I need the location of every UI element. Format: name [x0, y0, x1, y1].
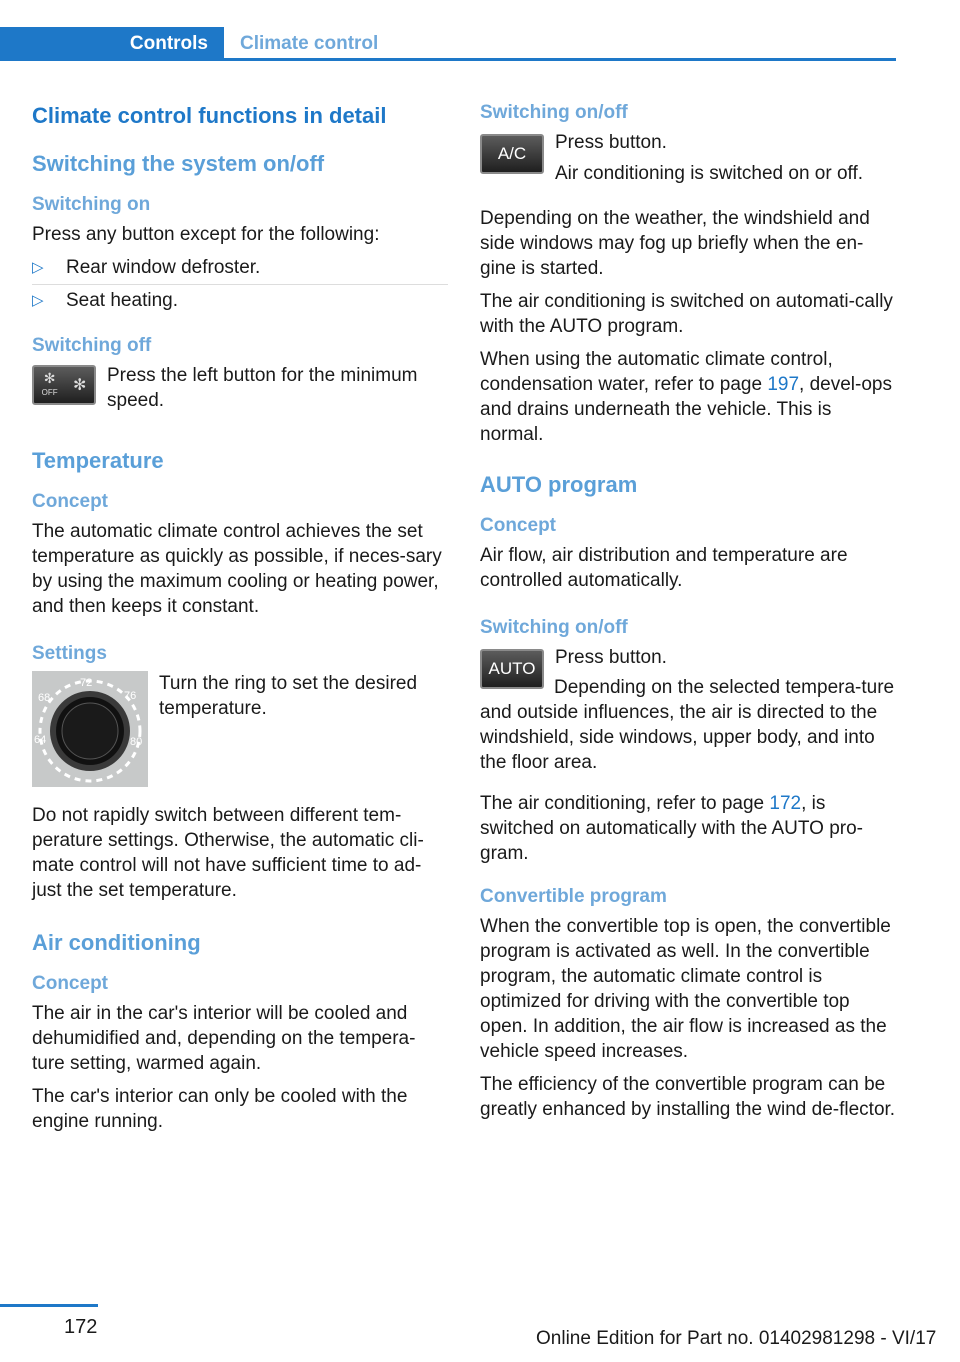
heading-air-conditioning: Air conditioning [32, 930, 201, 955]
footer-rule [0, 1304, 98, 1307]
page-number: 172 [64, 1316, 98, 1338]
triangle-bullet-icon: ▷ [32, 259, 44, 276]
left-column [32, 100, 448, 1142]
heading-concept: Concept [32, 491, 108, 512]
temperature-concept-text: The automatic climate control achieves the set temperature as quickly as possible, if neces-sary by using the maximum cooling or heating power, and then keeps it constant. [32, 521, 442, 617]
heading-convertible: Convertible program [480, 886, 667, 907]
tick-label: 72 [80, 677, 93, 689]
auto-ac-page-text: The air conditioning, refer to page 172, is switched on automatically with the AUTO pro-gram. [480, 793, 863, 864]
heading-switching-off: Switching off [32, 335, 152, 356]
off-button-figure [32, 363, 448, 421]
exception-list [32, 255, 448, 317]
settings-note: Do not rapidly switch between different tem-perature settings. Otherwise, the automatic cli-mate control will not have sufficient time to ad-just the set temperature. [32, 805, 424, 901]
auto-button-image: AUTO [480, 649, 544, 689]
edition-text: Online Edition for Part no. 01402981298 - VI/17 [536, 1328, 937, 1349]
ac-button-image: A/C [480, 134, 544, 174]
heading-switching-system: Switching the system on/off [32, 151, 325, 176]
heading-temperature: Temperature [32, 448, 164, 473]
fan-icon: ✻ OFF [41, 369, 58, 397]
convertible-text-2: The efficiency of the convertible program can be greatly enhanced by installing the wind de-flector. [480, 1074, 896, 1120]
tick-label: 80 [130, 736, 143, 748]
switching-on-text: Press any button except for the following: [32, 224, 380, 245]
header-bar [0, 27, 896, 61]
ac-button-figure [480, 130, 896, 192]
fog-text: Depending on the weather, the windshield and side windows may fog up briefly when the en-gine is started. [480, 208, 870, 279]
auto-concept-text: Air flow, air distribution and temperature are controlled automatically. [480, 545, 848, 591]
fan-off-button-image [32, 365, 96, 405]
heading-auto-concept: Concept [480, 515, 556, 536]
ac-onoff-text: Air conditioning is switched on or off. [555, 163, 864, 184]
tick-label: 68 [38, 692, 51, 704]
list-item: ▷ Seat heating. [32, 288, 448, 317]
settings-text: Turn the ring to set the desired temperature. [159, 673, 418, 719]
page-link-197[interactable]: 197 [767, 374, 800, 395]
heading-switching-onoff: Switching on/off [480, 102, 628, 123]
press-button-text: Press button. [555, 132, 667, 153]
switching-off-text: Press the left button for the minimum speed. [107, 365, 418, 411]
ac-concept-text-1: The air in the car's interior will be cooled and dehumidified and, depending on the tempera-ture setting, warmed again. [32, 1003, 416, 1074]
tick-label: 76 [124, 690, 137, 702]
press-button-text-2: Press button. [555, 647, 667, 668]
heading-auto-program: AUTO program [480, 472, 638, 497]
fan-icon: ✻ [72, 377, 87, 394]
heading-settings: Settings [32, 643, 107, 664]
ac-concept-text-2: The car's interior can only be cooled with the engine running. [32, 1086, 408, 1132]
heading-switching-on: Switching on [32, 194, 151, 215]
chapter-tab[interactable]: Climate control [240, 33, 379, 54]
section-tab[interactable]: Controls [0, 27, 224, 61]
tick-label: 64 [34, 734, 47, 746]
triangle-bullet-icon: ▷ [32, 292, 44, 309]
heading-switching-onoff-2: Switching on/off [480, 617, 628, 638]
heading-ac-concept: Concept [32, 973, 108, 994]
list-item: ▷ Rear window defroster. [32, 255, 448, 285]
page-title: Climate control functions in detail [32, 103, 387, 128]
header-rule [224, 58, 896, 61]
right-column [480, 100, 896, 1130]
auto-ac-text: The air conditioning is switched on automati-cally with the AUTO program. [480, 291, 893, 337]
convertible-text-1: When the convertible top is open, the convertible program is activated as well. In the convertible program, the automatic climate control is optimized for driving with the convertible top open. In addition, the air flow is increased as the vehicle speed increases. [480, 916, 891, 1062]
page-link-172[interactable]: 172 [769, 793, 802, 814]
temperature-knob-icon [32, 671, 148, 787]
condensation-text: When using the automatic climate control, condensation water, refer to page 197, devel-ops and drains underneath the vehicle. This is normal. [480, 349, 892, 445]
auto-onoff-text: Depending on the selected tempera-ture and outside influences, the air is directed to the windshield, side windows, upper body, and into the floor area. [480, 677, 895, 773]
temperature-knob-figure [32, 671, 448, 787]
temperature-knob-image [32, 671, 148, 787]
